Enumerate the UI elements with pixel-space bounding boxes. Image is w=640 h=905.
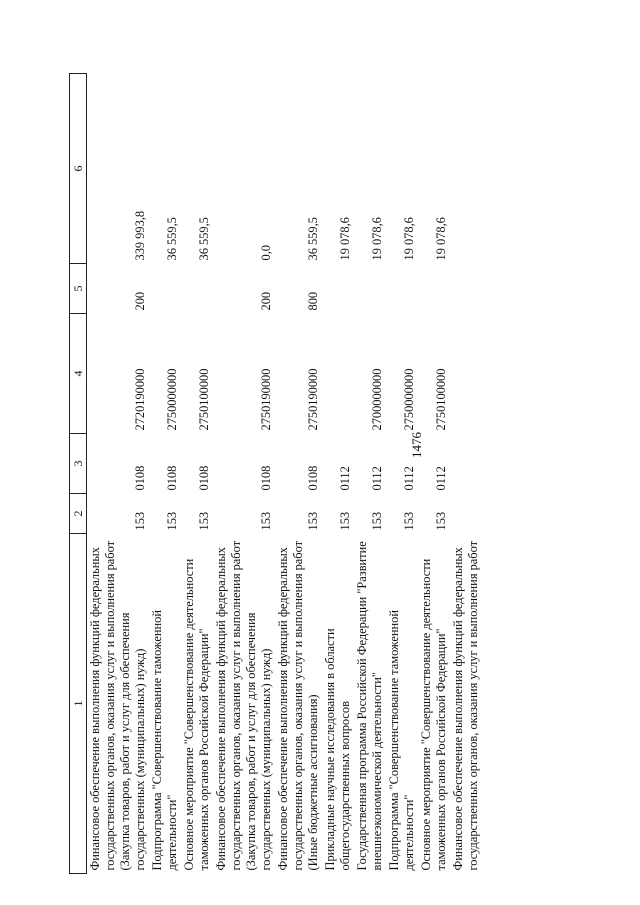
section-code: 0112 — [370, 466, 384, 491]
ministry-code: 153 — [259, 511, 273, 531]
target-article-code — [322, 314, 354, 434]
section-code: 0108 — [259, 465, 273, 491]
target-article-code: 2750000000 — [402, 368, 416, 431]
ministry-code: 153 — [306, 511, 320, 531]
section-code: 0112 — [338, 466, 352, 491]
column-header-1: 1 — [70, 534, 87, 874]
amount: 36 559,5 — [306, 217, 320, 261]
target-article-code: 2750100000 — [197, 368, 211, 431]
table-row — [181, 74, 213, 874]
expense-name: Подпрограмма "Совершенствование таможенной деятельности" — [150, 610, 179, 871]
rotated-landscape-sheet — [69, 74, 569, 874]
section-code: 0112 — [402, 466, 416, 491]
table-row — [322, 74, 354, 874]
section-code — [450, 434, 482, 494]
target-article-code: 2750190000 — [306, 368, 320, 431]
target-article-code: 2700000000 — [370, 368, 384, 431]
ministry-code — [450, 494, 482, 534]
amount: 19 078,6 — [402, 217, 416, 261]
ministry-code: 153 — [133, 511, 147, 531]
ministry-code: 153 — [165, 511, 179, 531]
ministry-code: 153 — [338, 511, 352, 531]
expense-type-code — [450, 264, 482, 314]
ministry-code: 153 — [434, 511, 448, 531]
target-article-code: 2750000000 — [165, 368, 179, 431]
column-header-3: 3 — [70, 434, 87, 494]
expense-type-code — [149, 264, 181, 314]
page-number: 1476 — [409, 432, 424, 458]
amount — [450, 74, 482, 264]
expense-type-code — [386, 264, 418, 314]
expense-type-code — [322, 264, 354, 314]
expense-name: Основное мероприятие "Совершенствование деятельности таможенных органов Российской Федерации" — [419, 558, 448, 871]
expense-name: Финансовое обеспечение выполнения функций федеральных государственных органов, оказания услуг и выполнения работ (Закупка товаров, работ и услуг для обеспечения государственных (муниципальных) нужд) — [214, 540, 273, 871]
expense-type-code: 200 — [133, 291, 147, 311]
target-article-code — [450, 314, 482, 434]
expense-type-code: 800 — [306, 291, 320, 311]
table-row — [275, 74, 322, 874]
expense-name: Прикладные научные исследования в области общегосударственных вопросов — [323, 628, 352, 871]
expense-name: Финансовое обеспечение выполнения функций федеральных государственных органов, оказания услуг и выполнения работ (Иные бюджетные ассигнования) — [276, 540, 320, 871]
table-row — [450, 74, 482, 874]
table-row — [149, 74, 181, 874]
table-row — [354, 74, 386, 874]
target-article-code: 2720190000 — [133, 368, 147, 431]
column-header-6: 6 — [70, 74, 87, 264]
section-code: 0108 — [165, 465, 179, 491]
section-code: 0108 — [197, 465, 211, 491]
budget-table — [69, 73, 482, 874]
table-row — [418, 74, 450, 874]
amount: 19 078,6 — [434, 217, 448, 261]
ministry-code: 153 — [370, 511, 384, 531]
ministry-code: 153 — [402, 511, 416, 531]
expense-name: Финансовое обеспечение выполнения функций федеральных государственных органов, оказания услуг и выполнения работ — [451, 540, 480, 871]
ministry-code: 153 — [197, 511, 211, 531]
amount: 19 078,6 — [338, 217, 352, 261]
amount: 19 078,6 — [370, 217, 384, 261]
amount: 36 559,5 — [197, 217, 211, 261]
target-article-code: 2750100000 — [434, 368, 448, 431]
expense-name: Финансовое обеспечение выполнения функций федеральных государственных органов, оказания услуг и выполнения работ (Закупка товаров, работ и услуг для обеспечения государственных (муниципальных) нужд) — [88, 540, 147, 871]
column-header-2: 2 — [70, 494, 87, 534]
expense-type-code — [418, 264, 450, 314]
amount: 339 993,8 — [133, 210, 147, 261]
table-row — [213, 74, 275, 874]
column-header-5: 5 — [70, 264, 87, 314]
section-code: 0108 — [306, 465, 320, 491]
expense-type-code — [181, 264, 213, 314]
section-code: 0112 — [434, 466, 448, 491]
table-row — [87, 74, 150, 874]
expense-name: Государственная программа Российской Федерации "Развитие внешнеэкономической деятельности" — [355, 541, 384, 871]
target-article-code: 2750190000 — [259, 368, 273, 431]
expense-type-code — [354, 264, 386, 314]
amount: 0,0 — [259, 245, 273, 261]
table-header — [70, 74, 87, 874]
expense-type-code: 200 — [259, 291, 273, 311]
expense-name: Подпрограмма "Совершенствование таможенной деятельности" — [387, 610, 416, 871]
amount: 36 559,5 — [165, 217, 179, 261]
table-row — [386, 74, 418, 874]
section-code: 0108 — [133, 465, 147, 491]
expense-name: Основное мероприятие "Совершенствование деятельности таможенных органов Российской Федерации" — [182, 558, 211, 871]
column-header-4: 4 — [70, 314, 87, 434]
